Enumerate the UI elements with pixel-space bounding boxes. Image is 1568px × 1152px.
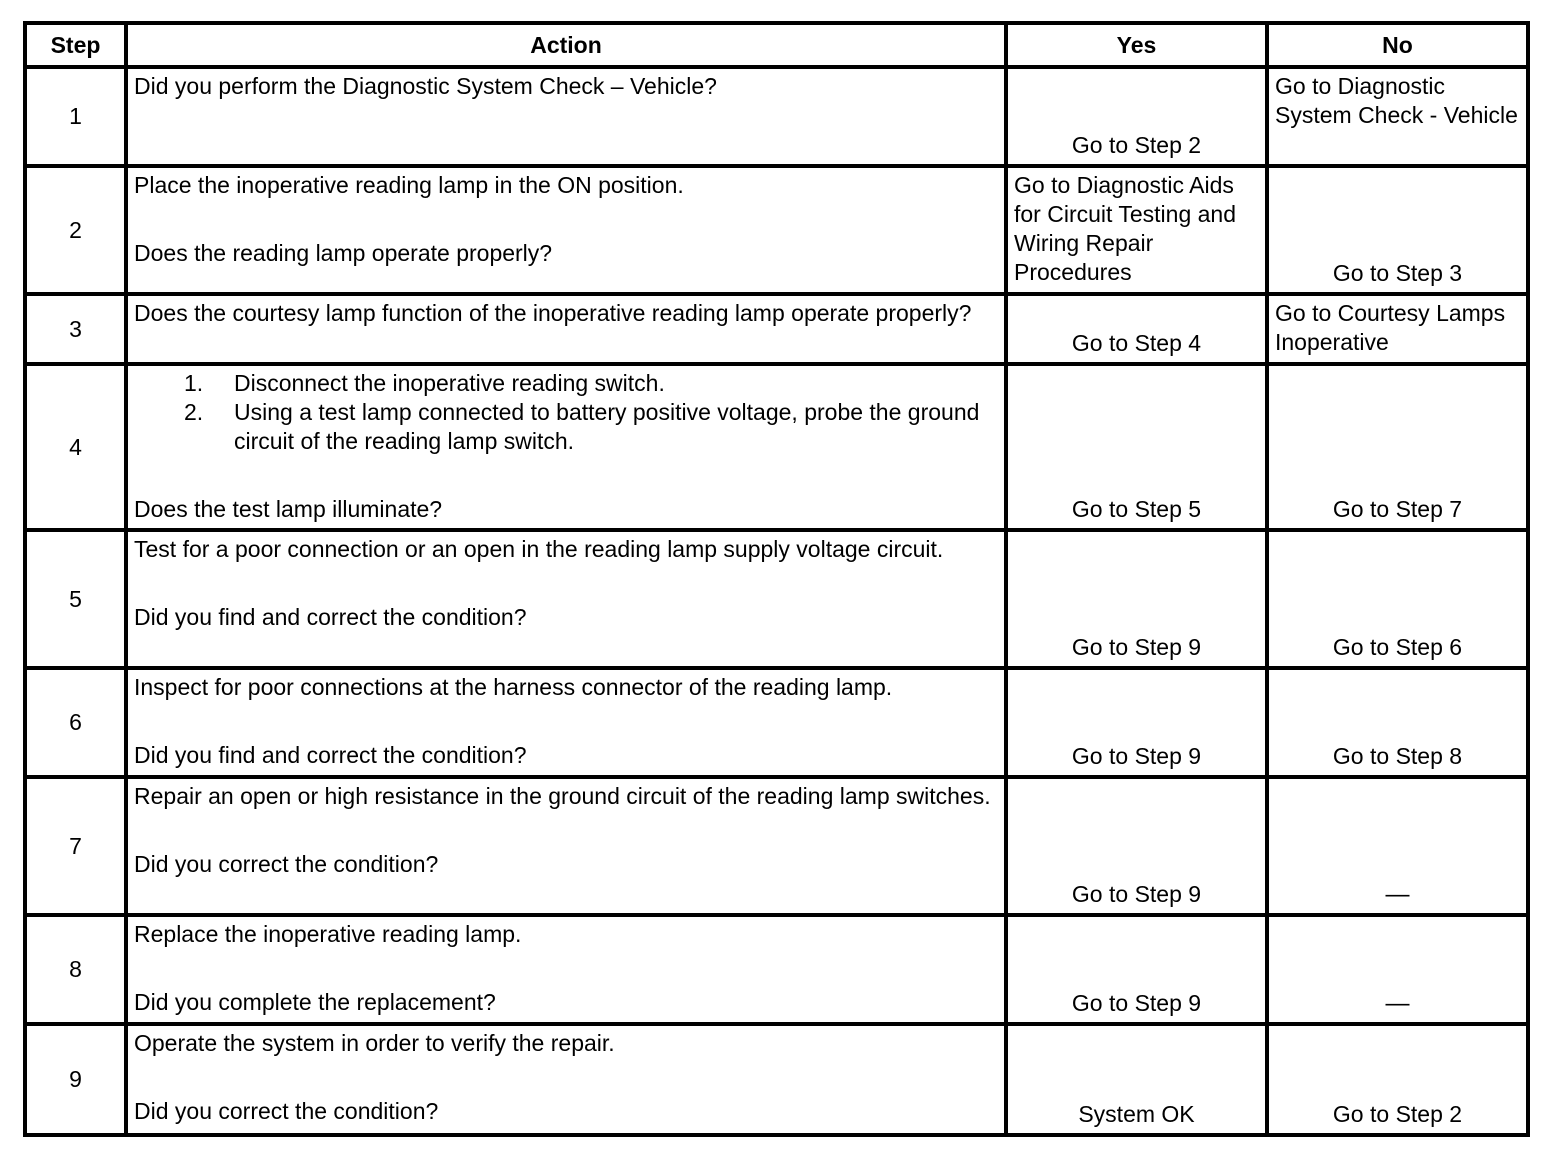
action-cell [126, 915, 1006, 1024]
action-steps-list [134, 369, 998, 456]
action-text: Place the inoperative reading lamp in the ON position. [134, 172, 684, 198]
step-number: 7 [25, 777, 126, 915]
header-yes: Yes [1006, 23, 1267, 67]
action-question: Did you correct the condition? [134, 851, 439, 877]
table-row [25, 777, 1528, 915]
action-question: Did you correct the condition? [134, 1098, 439, 1124]
table-row [25, 915, 1528, 1024]
no-cell: — [1267, 915, 1528, 1024]
yes-cell: Go to Step 2 [1006, 67, 1267, 166]
no-cell: Go to Courtesy Lamps Inoperative [1267, 294, 1528, 364]
no-cell: Go to Step 3 [1267, 166, 1528, 294]
no-cell: Go to Step 2 [1267, 1024, 1528, 1135]
action-cell [126, 777, 1006, 915]
yes-cell: Go to Step 9 [1006, 915, 1267, 1024]
action-text: Does the courtesy lamp function of the inoperative reading lamp operate properly? [134, 300, 972, 326]
list-item-text: Disconnect the inoperative reading switch. [234, 370, 665, 396]
action-text: Did you perform the Diagnostic System Check – Vehicle? [134, 73, 717, 99]
action-cell [126, 668, 1006, 777]
step-number: 6 [25, 668, 126, 777]
step-number: 2 [25, 166, 126, 294]
yes-cell: System OK [1006, 1024, 1267, 1135]
header-action: Action [126, 23, 1006, 67]
action-cell [126, 166, 1006, 294]
list-item [184, 398, 998, 456]
action-text: Repair an open or high resistance in the ground circuit of the reading lamp switches. [134, 783, 991, 809]
action-text: Replace the inoperative reading lamp. [134, 921, 522, 947]
yes-cell: Go to Step 5 [1006, 364, 1267, 530]
yes-cell: Go to Step 9 [1006, 777, 1267, 915]
diagnostic-table [23, 21, 1530, 1137]
action-text: Test for a poor connection or an open in the reading lamp supply voltage circuit. [134, 536, 944, 562]
action-cell [126, 294, 1006, 364]
list-item-text: Using a test lamp connected to battery positive voltage, probe the ground circuit of the reading lamp switch. [234, 399, 980, 454]
table-row [25, 294, 1528, 364]
step-number: 4 [25, 364, 126, 530]
yes-cell: Go to Step 4 [1006, 294, 1267, 364]
list-item-number: 1. [184, 370, 204, 396]
yes-cell: Go to Step 9 [1006, 668, 1267, 777]
action-cell [126, 364, 1006, 530]
table-row [25, 166, 1528, 294]
yes-cell: Go to Step 9 [1006, 530, 1267, 668]
step-number: 9 [25, 1024, 126, 1135]
list-item [184, 369, 998, 398]
action-cell [126, 530, 1006, 668]
no-cell: Go to Step 7 [1267, 364, 1528, 530]
list-item-number: 2. [184, 399, 204, 425]
action-question: Did you find and correct the condition? [134, 742, 527, 768]
header-row [25, 23, 1528, 67]
no-cell: — [1267, 777, 1528, 915]
table-row [25, 530, 1528, 668]
table-row [25, 67, 1528, 166]
action-cell [126, 1024, 1006, 1135]
table-row [25, 668, 1528, 777]
no-cell: Go to Step 6 [1267, 530, 1528, 668]
action-text: Inspect for poor connections at the harness connector of the reading lamp. [134, 674, 893, 700]
action-question: Did you find and correct the condition? [134, 604, 527, 630]
header-step: Step [25, 23, 126, 67]
action-cell [126, 67, 1006, 166]
no-cell: Go to Step 8 [1267, 668, 1528, 777]
action-question: Does the reading lamp operate properly? [134, 240, 553, 266]
step-number: 5 [25, 530, 126, 668]
table-row [25, 364, 1528, 530]
step-number: 1 [25, 67, 126, 166]
step-number: 3 [25, 294, 126, 364]
step-number: 8 [25, 915, 126, 1024]
action-text: Operate the system in order to verify the repair. [134, 1030, 615, 1056]
action-question: Does the test lamp illuminate? [134, 496, 443, 522]
header-no: No [1267, 23, 1528, 67]
action-question: Did you complete the replacement? [134, 989, 496, 1015]
table-row [25, 1024, 1528, 1135]
yes-cell: Go to Diagnostic Aids for Circuit Testing and Wiring Repair Procedures [1006, 166, 1267, 294]
no-cell: Go to Diagnostic System Check - Vehicle [1267, 67, 1528, 166]
